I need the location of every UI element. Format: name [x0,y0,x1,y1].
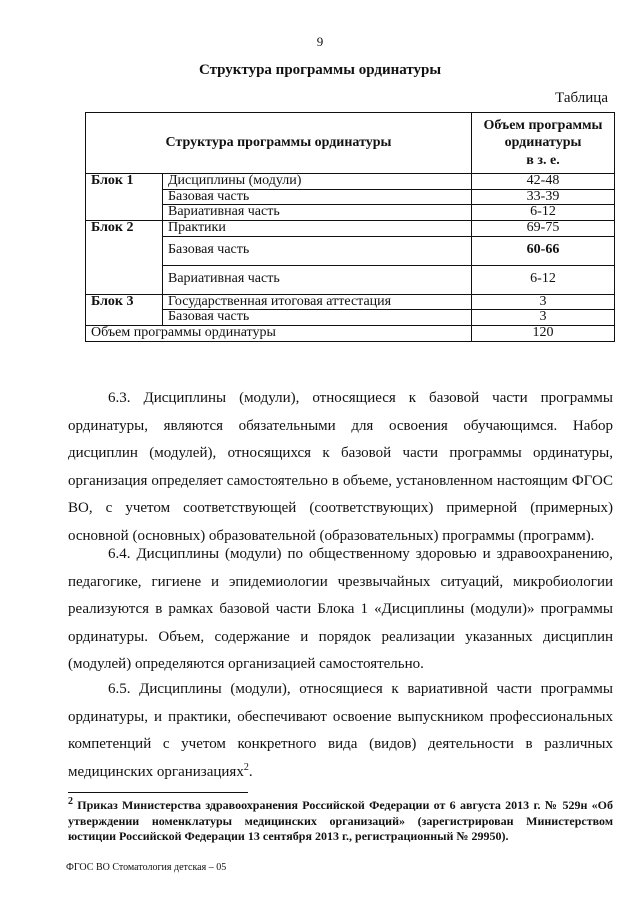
row-value: 33-39 [472,189,615,205]
row-name: Вариативная часть [163,205,472,221]
row-name: Базовая часть [163,189,472,205]
row-name: Дисциплины (модули) [163,174,472,190]
block-label [86,189,163,205]
total-value: 120 [472,326,615,342]
block-label: Блок 2 [86,221,163,237]
row-value: 3 [472,294,615,310]
table-total-row [86,326,615,342]
paragraph-text: 6.4. Дисциплины (модули) по общественному здоровью и здравоохранению, педагогике, гигиене и эпидемиологии чрезвычайных ситуаций, микробиологии реализуются в рамках базовой части Блока 1 «Дисциплины (модули)» программы ординатуры. Объем, содержание и порядок реализации указанных дисциплин (модулей) определяются организацией самостоятельно. [68,546,613,672]
table-row [86,265,615,294]
block-label [86,310,163,326]
footnote-reference[interactable]: 2 [243,761,249,773]
header-structure: Структура программы ординатуры [86,113,472,174]
block-label [86,236,163,265]
table-header-row [86,113,615,174]
row-name: Вариативная часть [163,265,472,294]
page-number: 9 [316,34,324,49]
row-name: Базовая часть [163,236,472,265]
table-row [86,221,615,237]
row-value: 3 [472,310,615,326]
paragraph-text: 6.3. Дисциплины (модули), относящиеся к базовой части программы ординатуры, являются обязательными для освоения обучающимся. Набор дисциплин (модулей), относящихся к базовой части программы ординатуры, организация определяет самостоятельно в объеме, установленном настоящим ФГОС ВО, с учетом соответствующей (соответствующих) примерной (примерных) основной (основных) образовательной (образовательных) программы (программ). [68,390,613,544]
document-title: Структура программы ординатуры [198,62,442,78]
table-caption: Таблица [555,90,608,106]
table-row [86,205,615,221]
footnote-text: Приказ Министерства здравоохранения Российской Федерации от 6 августа 2013 г. № 529н «Об утверждении номенклатуры медицинских организаций» (зарегистрирован Министерством юстиции Российской Федерации 13 сентября 2013 г., регистрационный № 29950). [68,798,613,843]
header-volume-line3: в з. е. [526,152,560,168]
table-row [86,294,615,310]
footnote-separator [68,792,248,793]
paragraph-6-4 [68,541,613,679]
paragraph-6-5-body: 6.5. Дисциплины (модули), относящиеся к вариативной части программы ординатуры, и практики, обеспечивают освоение выпускником профессиональных компетенций с учетом конкретного вида (видов) деятельности в различных медицинских организациях$^2$. [68,681,613,780]
block-label [86,205,163,221]
block-label: Блок 1 [86,174,163,190]
block-label: Блок 3 [86,294,163,310]
paragraph-text: 6.5. Дисциплины (модули), относящиеся к вариативной части программы ординатуры, и практики, обеспечивают освоение выпускником профессиональных компетенций с учетом конкретного вида (видов) деятельности в различных медицинских организациях [68,681,613,780]
table-row [86,310,615,326]
row-value: 6-12 [472,205,615,221]
table-row [86,236,615,265]
footnote-number: 2 [68,796,73,807]
program-structure-table [85,112,615,342]
row-name: Государственная итоговая аттестация [163,294,472,310]
header-volume-line1: Объем программы [483,117,603,133]
header-volume-line2: ординатуры [504,135,582,151]
row-value: 60-66 [472,236,615,265]
header-volume [472,113,615,174]
total-label: Объем программы ординатуры [86,326,472,342]
table-row [86,174,615,190]
row-name: Базовая часть [163,310,472,326]
paragraph-6-3 [68,385,613,550]
row-name: Практики [163,221,472,237]
table-row [86,189,615,205]
document-footer-mark: ФГОС ВО Стоматология детская – 05 [66,862,227,873]
block-label [86,265,163,294]
row-value: 69-75 [472,221,615,237]
row-value: 6-12 [472,265,615,294]
footnote [68,798,613,845]
paragraph-6-5 [68,676,613,786]
row-value: 42-48 [472,174,615,190]
